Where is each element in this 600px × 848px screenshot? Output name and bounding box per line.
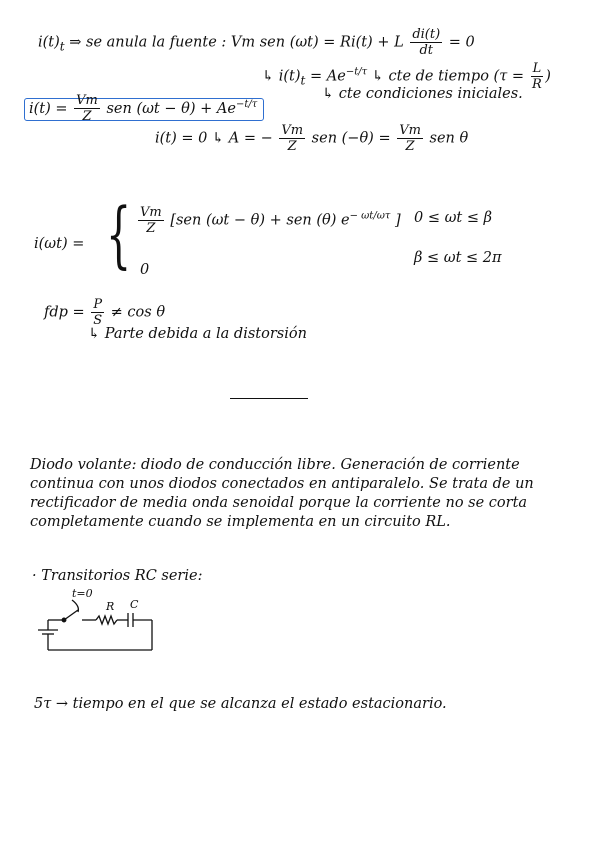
fraction-denominator: Z — [146, 221, 156, 236]
sin-theta: sen θ — [429, 130, 469, 147]
fraction-numerator: Vm — [140, 205, 162, 220]
subscript-t: t — [300, 73, 306, 88]
piecewise-case-1 — [136, 206, 401, 235]
transient-current: ↳ i(t) — [262, 68, 301, 85]
fraction-denominator: R — [532, 77, 542, 92]
left-brace: { — [106, 192, 132, 276]
fraction-numerator: Vm — [76, 93, 98, 108]
steady-state-note: 5τ → tiempo en el que se alcanza el estado estacionario. — [34, 696, 447, 712]
fraction-numerator: Vm — [399, 123, 421, 138]
distortion-note: ↳ Parte debida a la distorsión — [88, 326, 307, 342]
tau-fraction — [531, 62, 544, 91]
exponential: = Ae — [310, 68, 346, 85]
derivative-fraction — [410, 28, 442, 57]
resistor-label: R — [106, 600, 115, 613]
exponent: − ωt/ωτ — [349, 210, 391, 222]
equation-line-5 — [155, 124, 468, 153]
switch-blade — [64, 610, 78, 620]
fraction-denominator: S — [93, 313, 103, 328]
time-constant-note: ↳ cte de tiempo (τ = — [371, 68, 524, 85]
initial-condition: i(t) = 0 ↳ A = − — [155, 130, 273, 147]
initial-conditions-note: ↳ cte condiciones iniciales. — [322, 86, 523, 102]
piecewise-lhs: i(ωt) = — [34, 236, 85, 252]
exponent: −t/τ — [235, 98, 258, 110]
case-1-close: ] — [395, 212, 401, 229]
equation-line-1 — [38, 28, 475, 57]
boxed-mid: sen (ωt − θ) + Ae — [106, 100, 236, 117]
case-1-condition: 0 ≤ ωt ≤ β — [414, 210, 492, 226]
equation-line-3 — [322, 86, 523, 102]
fraction-numerator: L — [532, 61, 542, 76]
equation-tail: = 0 — [448, 34, 475, 51]
fdp-lhs: fdp = — [44, 304, 85, 321]
case-2-expr: 0 — [140, 262, 150, 278]
current-symbol: i(t) — [38, 34, 60, 51]
fraction-denominator: Z — [405, 139, 415, 154]
case-2-condition: β ≤ ωt ≤ 2π — [414, 250, 502, 266]
p-over-s-fraction — [91, 298, 104, 327]
fraction-denominator: Z — [82, 109, 92, 124]
boxed-lhs: i(t) = — [29, 100, 68, 117]
switch-pivot — [62, 618, 66, 622]
fdp-equation — [44, 298, 165, 327]
switch-label: t=0 — [72, 587, 93, 600]
fraction-denominator: Z — [287, 139, 297, 154]
subscript-t: t — [59, 39, 65, 54]
case-1-expr: [sen (ωt − θ) + sen (θ) e — [170, 212, 350, 229]
fdp-rhs: ≠ cos θ — [110, 304, 166, 321]
fraction-numerator: Vm — [281, 123, 304, 138]
transitorios-heading: · Transitorios RC serie: — [32, 568, 203, 584]
implies-arrow: ⇒ — [69, 34, 82, 51]
rc-circuit-diagram — [34, 586, 164, 660]
capacitor-label: C — [130, 598, 139, 611]
fraction-denominator: dt — [419, 43, 434, 58]
highlight-box — [24, 93, 264, 124]
fraction-1 — [279, 124, 305, 153]
vm-over-z-fraction — [138, 206, 164, 235]
equation-text: se anula la fuente : Vm sen (ωt) = Ri(t) + L — [86, 34, 404, 51]
fraction-numerator: di(t) — [412, 27, 441, 42]
fraction-2 — [397, 124, 423, 153]
exponent: −t/τ — [345, 66, 368, 78]
resistor-symbol — [96, 616, 117, 624]
vm-over-z-fraction — [74, 94, 100, 123]
boxed-equation — [24, 94, 264, 123]
close-paren: ) — [545, 68, 551, 85]
separator-line — [230, 398, 308, 399]
sin-neg-theta: sen (−θ) = — [311, 130, 391, 147]
fraction-numerator: P — [93, 297, 103, 312]
diode-paragraph: Diodo volante: diodo de conducción libre. Generación de corriente continua con unos diodos conectados en antiparalelo. Se trata de un rectificador de media onda senoidal porque la corriente no se corta completamente cuando se implementa en un circuito RL. — [30, 457, 534, 530]
